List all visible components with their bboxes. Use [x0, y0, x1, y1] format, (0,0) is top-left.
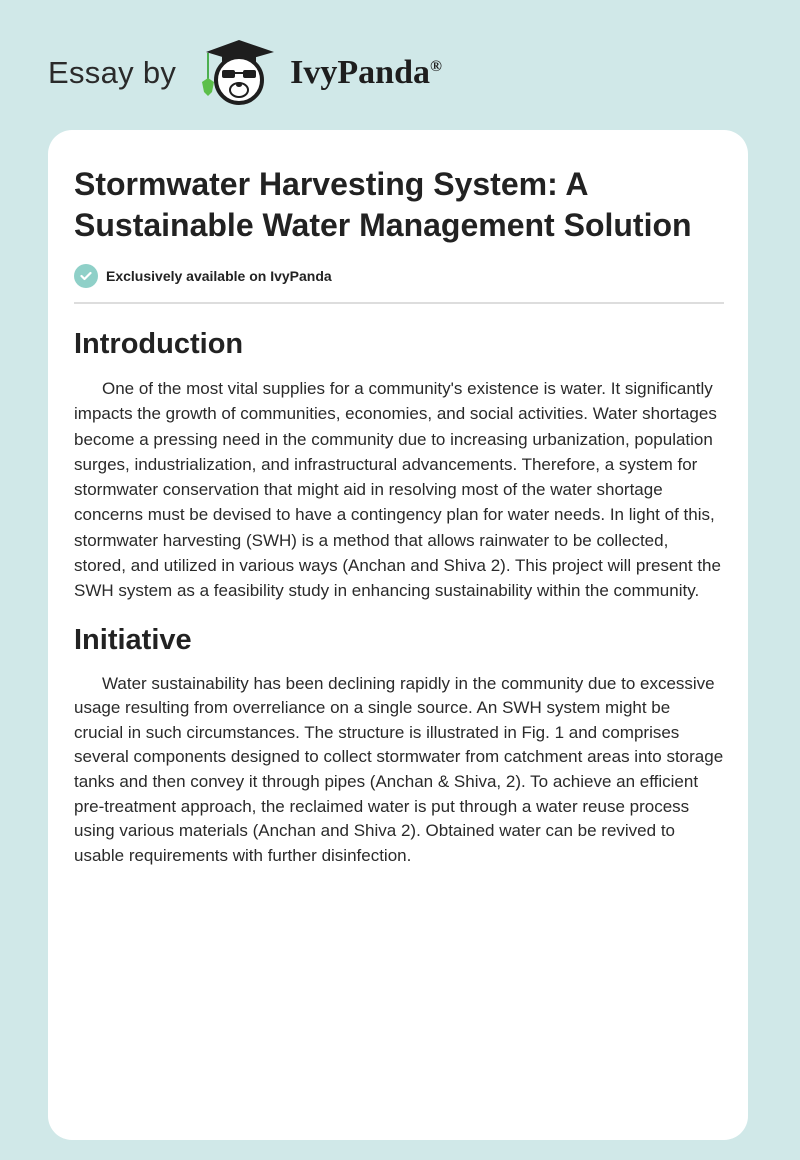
check-icon — [74, 264, 98, 288]
panda-logo-icon[interactable] — [194, 38, 284, 108]
section-heading-initiative: Initiative — [74, 623, 192, 656]
registered-mark: ® — [430, 58, 442, 75]
section-body-initiative: Water sustainability has been declining rapidly in the community due to excessive usage resulting from overreliance on a single source. An SWH system might be crucial in such circumstances. The structure is illustrated in Fig. 1 and comprises several components designed to collect stormwater from catchment areas into storage tanks and then convey it through pipes (Anchan & Shiva, 2). To achieve an efficient pre-treatment approach, the reclaimed water is put through a water reuse process using various materials (Anchan and Shiva 2). Obtained water can be revived to usable requirements with further disinfection. — [74, 673, 724, 865]
section-heading-introduction: Introduction — [74, 328, 244, 360]
essay-card — [48, 130, 748, 1140]
badge-text: Exclusively available on IvyPanda — [106, 268, 332, 284]
divider — [74, 302, 724, 304]
essay-by-label: Essay by — [48, 55, 177, 90]
section-body-introduction: One of the most vital supplies for a community's existence is water. It significantly impacts the growth of communities, economies, and social activities. Water shortages become a pressing need in the community due to increasing urbanization, population surges, industrialization, and infrastructural advancements. Therefore, a system for stormwater conservation that might aid in resolving most of the water shortage concerns must be devised to have a contingency plan for water needs. In light of this, stormwater harvesting (SWH) is a method that allows rainwater to be collected, stored, and utilized in various ways (Anchan and Shiva 2). This project will present the SWH system as a feasibility study in enhancing sustainability within the community. — [74, 379, 721, 601]
exclusive-badge — [74, 264, 724, 288]
brand-text: IvyPanda — [290, 54, 430, 91]
brand-name[interactable] — [290, 54, 442, 92]
site-header — [48, 38, 442, 108]
essay-title: Stormwater Harvesting System: A Sustainable Water Management Solution — [74, 166, 692, 243]
